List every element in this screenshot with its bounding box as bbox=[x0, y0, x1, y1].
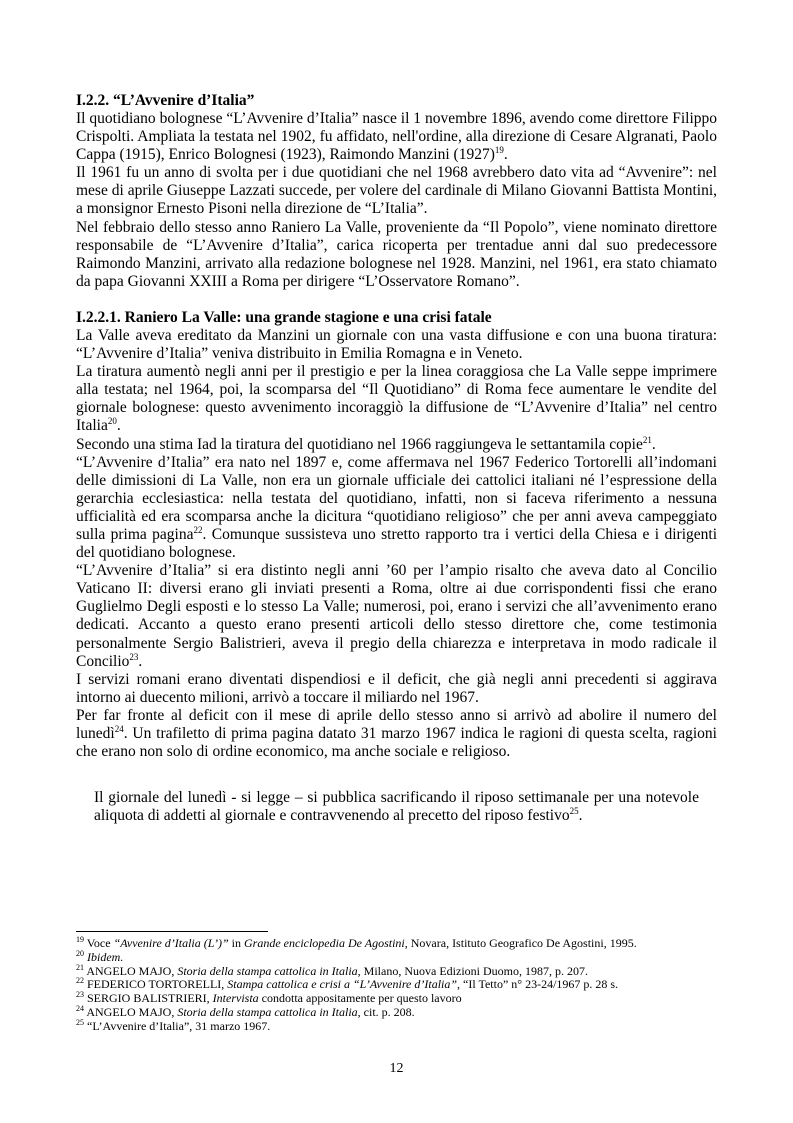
footnote-ref[interactable]: 20 bbox=[107, 416, 117, 427]
section-heading: I.2.2. “L’Avvenire d’Italia” bbox=[76, 92, 255, 109]
paragraph: La Valle aveva ereditato da Manzini un giornale con una vasta diffusione e con una buona tiratura: “L’Avvenire d’Italia” veniva distribuito in Emilia Romagna e in Veneto. bbox=[76, 326, 717, 363]
footnote-ref[interactable]: 21 bbox=[642, 434, 652, 445]
paragraph: Secondo una stima Iad la tiratura del quotidiano nel 1966 raggiungeva le settantamila copie$^{21}$. bbox=[76, 434, 656, 453]
footnote: $^{24}$ ANGELO MAJO, Storia della stampa cattolica in Italia, cit. p. 208. bbox=[76, 1003, 415, 1019]
footnote: $^{20}$ Ibidem. bbox=[76, 948, 124, 964]
footnote-ref[interactable]: 24 bbox=[114, 723, 124, 734]
subsection-heading: I.2.2.1. Raniero La Valle: una grande stagione e una crisi fatale bbox=[76, 308, 492, 326]
paragraph: “L’Avvenire d’Italia” era nato nel 1897 e, come affermava nel 1967 Federico Tortorelli all’indomani delle dimissioni di La Valle, non era un giornale ufficiale dei cattolici italiani né l’espressione della gerarchia ecclesiastica: nella testata del quotidiano, infatti, non si faceva riferimento a nessuna ufficialità ed era scomparsa anche la dicitura “quotidiano religioso” che per anni aveva campeggiato sulla prima pagina$^{22}$. Comunque sussisteva uno stretto rapporto tra i vertici della Chiesa e i dirigenti del quotidiano bolognese. bbox=[76, 453, 718, 562]
footnote: $^{25}$ “L’Avvenire d’Italia”, 31 marzo 1967. bbox=[76, 1017, 271, 1033]
paragraph: Il quotidiano bolognese “L’Avvenire d’Italia” nasce il 1 novembre 1896, avendo come direttore Filippo Crispolti. Ampliata la testata nel 1902, fu affidato, nell'ordine, alla direzione di Cesare Algranati, Paolo Cappa (1915), Enrico Bolognesi (1923), Raimondo Manzini $(1927)^{19}$. bbox=[76, 110, 717, 164]
page-body bbox=[76, 92, 717, 825]
footnote: $^{23}$ SERGIO BALISTRIERI, Intervista condotta appositamente per questo lavoro bbox=[76, 990, 462, 1006]
footnotes bbox=[76, 937, 736, 1034]
paragraph: Per far fronte al deficit con il mese di aprile dello stesso anno si arrivò ad abolire il numero del lunedì$^{24}$. Un trafiletto di prima pagina datato 31 marzo 1967 indica le ragioni di questa scelta, ragioni che erano non solo di ordine economico, ma anche sociale e religioso. bbox=[76, 706, 717, 761]
paragraph: I servizi romani erano diventati dispendiosi e il deficit, che già negli anni precedenti si aggirava intorno ai duecento milioni, arrivò a toccare il miliardo nel 1967. bbox=[76, 670, 717, 706]
paragraph: Nel febbraio dello stesso anno Raniero La Valle, proveniente da “Il Popolo”, viene nominato direttore responsabile de “L’Avvenire d’Italia”, carica ricoperta per trentadue anni dal suo predecessore Raimondo Manzini, arrivato alla redazione bolognese nel 1928. Manzini, nel 1961, era stato chiamato da papa Giovanni XXIII a Roma per dirigere “L’Osservatore Romano”. bbox=[76, 218, 717, 290]
paragraph: La tiratura aumentò negli anni per il prestigio e per la linea coraggiosa che La Valle seppe imprimere alla testata; nel 1964, poi, la scomparsa del “Il Quotidiano” di Roma fece aumentare le vendite del giornale bolognese: questo avvenimento incoraggiò la diffusione de “L’Avvenire d’Italia” nel centro Italia$^{20}$. bbox=[76, 363, 717, 435]
footnote-ref[interactable]: 22 bbox=[193, 524, 203, 535]
footnote: $^{22}$ FEDERICO TORTORELLI, Stampa cattolica e crisi a “L’Avvenire d’Italia”, “Il Tetto” n° 23-24/1967 p. 28 s. bbox=[76, 976, 619, 992]
footnote-ref[interactable]: 23 bbox=[129, 651, 139, 662]
footnote-ref[interactable]: 25 bbox=[569, 806, 579, 817]
footnote: $^{19}$ Voce “Avvenire d’Italia (L’)” in Grande enciclopedia De Agostini, Novara, Istituto Geografico De Agostini, 1995. bbox=[76, 935, 637, 950]
page-number: 12 bbox=[389, 1061, 404, 1076]
paragraph: Il 1961 fu un anno di svolta per i due quotidiani che nel 1968 avrebbero dato vita ad “Avvenire”: nel mese di aprile Giuseppe Lazzati succede, per volere del cardinale di Milano Giovanni Battista Montini, a monsignor Ernesto Pisoni nella direzione de “L’Italia”. bbox=[76, 164, 717, 218]
footnote-ref[interactable]: 19 bbox=[494, 145, 504, 156]
footnote: $^{21}$ ANGELO MAJO, Storia della stampa cattolica in Italia, Milano, Nuova Edizioni Duomo, 1987, p. 207. bbox=[76, 962, 588, 978]
footnote-separator bbox=[76, 931, 268, 932]
block-quote: Il giornale del lunedì - si legge – si pubblica sacrificando il riposo settimanale per una notevole aliquota di addetti al giornale e contravvenendo al precetto del riposo festivo$^{25}$. bbox=[94, 789, 699, 825]
paragraph: “L’Avvenire d’Italia” si era distinto negli anni ’60 per l’ampio risalto che aveva dato al Concilio Vaticano II: diversi erano gli inviati presenti a Roma, oltre ai due corrispondenti fissi che erano Guglielmo Degli esposti e lo stesso La Valle; numerosi, poi, erano i servizi che all’avvenimento erano dedicati. Accanto a questo erano presenti articoli dello stesso direttore che, come testimonia personalmente Sergio Balistrieri, aveva il pregio della chiarezza e interpretava in modo radicale il Concilio$^{23}$. bbox=[76, 562, 717, 670]
